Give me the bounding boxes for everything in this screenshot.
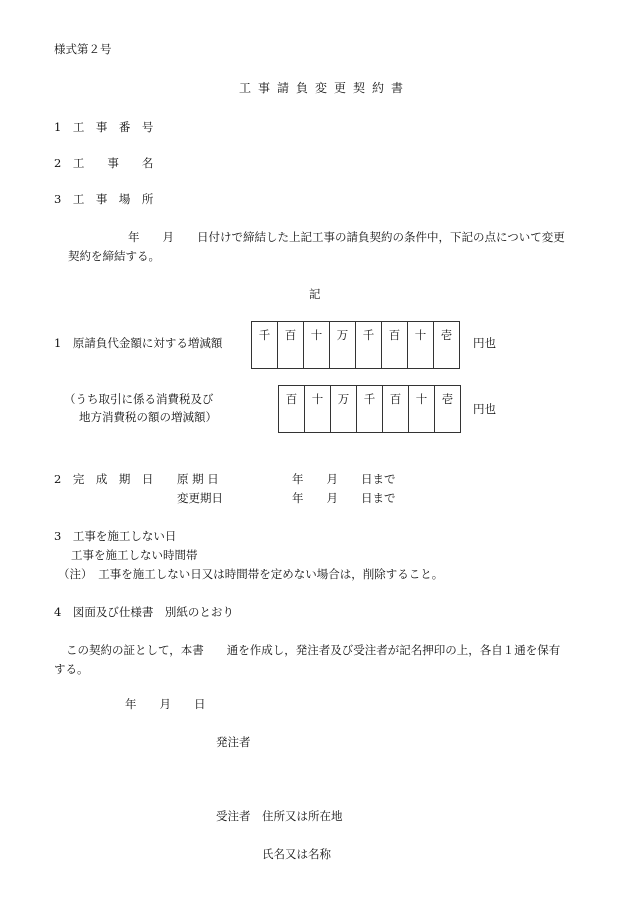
- certification-line-2: する。: [54, 662, 89, 676]
- tax-label-line-1: （うち取引に係る消費税及び: [64, 392, 214, 406]
- digit-cell: 千: [252, 322, 278, 368]
- tax-digit-grid: [278, 385, 461, 433]
- digit-cell: 千: [357, 386, 383, 432]
- completion-changed-date: 年 月 日まで: [292, 491, 396, 505]
- completion-original-label: 原 期 日: [177, 472, 219, 486]
- tax-unit: 円也: [473, 402, 496, 416]
- drawings-spec: 4 図面及び仕様書 別紙のとおり: [54, 605, 234, 619]
- digit-cell: 壱: [435, 386, 461, 432]
- digit-cell: 百: [382, 322, 408, 368]
- digit-cell: 百: [278, 322, 304, 368]
- amount-digit-grid: [251, 321, 460, 369]
- digit-cell: 十: [408, 322, 434, 368]
- contract-date: 年 月 日: [125, 697, 206, 711]
- contractor-address-label: 受注者 住所又は所在地: [216, 809, 343, 823]
- non-work-days: 3 工事を施工しない日: [54, 529, 177, 543]
- digit-cell: 百: [383, 386, 409, 432]
- ki-heading: 記: [309, 287, 321, 301]
- digit-cell: 百: [279, 386, 305, 432]
- form-number: 様式第２号: [54, 42, 112, 56]
- item-work-name: 2 工 事 名: [54, 156, 154, 170]
- completion-label: 2 完 成 期 日: [54, 472, 154, 486]
- amount-label: 1 原請負代金額に対する増減額: [54, 336, 223, 350]
- digit-cell: 万: [331, 386, 357, 432]
- document-title: 工事請負変更契約書: [239, 81, 411, 95]
- intro-line-1: 年 月 日付けで締結した上記工事の請負契約の条件中，下記の点について変更: [128, 230, 565, 244]
- item-work-number: 1 工 事 番 号: [54, 120, 154, 134]
- amount-unit: 円也: [473, 336, 496, 350]
- certification-line-1: この契約の証として，本書 通を作成し，発注者及び受注者が記名押印の上，各自１通を保有: [66, 643, 561, 657]
- completion-original-date: 年 月 日まで: [292, 472, 396, 486]
- digit-cell: 十: [409, 386, 435, 432]
- digit-cell: 十: [304, 322, 330, 368]
- non-work-hours: 工事を施工しない時間帯: [71, 548, 198, 562]
- contractor-name-label: 氏名又は名称: [262, 847, 331, 861]
- digit-cell: 千: [356, 322, 382, 368]
- digit-cell: 万: [330, 322, 356, 368]
- completion-changed-label: 変更期日: [177, 491, 223, 505]
- item-work-location: 3 工 事 場 所: [54, 192, 154, 206]
- intro-line-2: 契約を締結する。: [68, 249, 160, 263]
- digit-cell: 十: [305, 386, 331, 432]
- non-work-note: （注） 工事を施工しない日又は時間帯を定めない場合は，削除すること。: [58, 567, 444, 581]
- tax-label-line-2: 地方消費税の額の増減額）: [79, 410, 217, 424]
- orderer-label: 発注者: [216, 735, 251, 749]
- digit-cell: 壱: [434, 322, 460, 368]
